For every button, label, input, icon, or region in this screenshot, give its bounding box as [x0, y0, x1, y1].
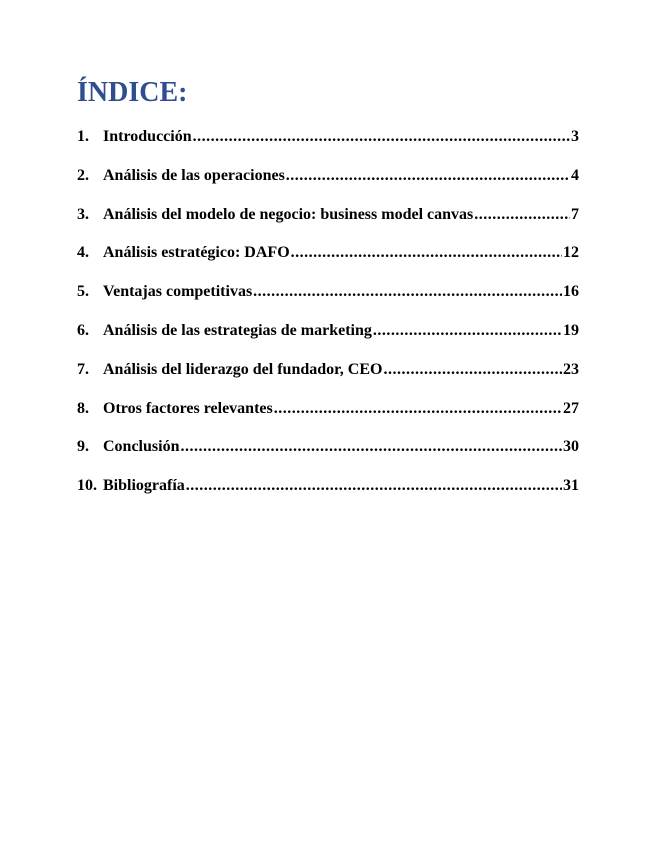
- toc-entry-title: Análisis de las operaciones: [103, 166, 285, 184]
- toc-entry-number: 5.: [77, 283, 89, 301]
- toc-entry-page: 12: [563, 244, 579, 262]
- toc-dot-leader: [180, 438, 562, 456]
- toc-entry[interactable]: [77, 198, 579, 237]
- toc-entry-title: Bibliografía: [103, 477, 185, 495]
- toc-entry-page: 4: [571, 166, 579, 184]
- toc-entry-number: 10.: [77, 477, 97, 495]
- toc-entry-title: Análisis de las estrategias de marketing: [103, 321, 372, 339]
- toc-entry-page: 30: [563, 438, 579, 456]
- toc-entry-title: Análisis estratégico: DAFO: [103, 244, 290, 262]
- toc-dot-leader: [291, 244, 562, 262]
- toc-entry-page: 3: [571, 128, 579, 145]
- toc-entry-number: 1.: [77, 128, 89, 145]
- toc-dot-leader: [193, 128, 570, 146]
- toc-dot-leader: [253, 283, 562, 301]
- toc-dot-leader: [186, 477, 562, 495]
- toc-entry[interactable]: [77, 469, 579, 508]
- toc-entry-page: 31: [563, 477, 579, 495]
- toc-dot-leader: [474, 206, 570, 224]
- toc-entry[interactable]: [77, 392, 579, 431]
- toc-entry-number: 7.: [77, 360, 89, 378]
- toc-entry-number: 4.: [77, 244, 89, 262]
- toc-entry[interactable]: [77, 159, 579, 198]
- toc-entry-number: 8.: [77, 399, 89, 417]
- toc-entry-page: 19: [563, 321, 579, 339]
- toc-entry-title: Conclusión: [103, 438, 180, 456]
- toc-entry-title: Análisis del modelo de negocio: business model canvas: [103, 205, 474, 223]
- toc-entry-number: 3.: [77, 205, 89, 223]
- toc-entry[interactable]: [77, 120, 579, 159]
- toc-entry-page: 7: [571, 205, 579, 223]
- toc-dot-leader: [286, 167, 570, 185]
- toc-list: [77, 120, 579, 508]
- toc-entry[interactable]: [77, 236, 579, 275]
- toc-dot-leader: [274, 400, 562, 418]
- toc-entry-page: 16: [563, 283, 579, 301]
- toc-entry-title: Otros factores relevantes: [103, 399, 273, 417]
- toc-dot-leader: [383, 361, 562, 379]
- toc-heading: ÍNDICE:: [77, 77, 188, 108]
- toc-entry-title: Introducción: [103, 128, 192, 145]
- toc-entry-number: 6.: [77, 321, 89, 339]
- toc-entry-page: 23: [563, 360, 579, 378]
- toc-entry[interactable]: [77, 353, 579, 392]
- toc-entry-number: 9.: [77, 438, 89, 456]
- toc-entry[interactable]: [77, 430, 579, 469]
- toc-entry[interactable]: [77, 314, 579, 353]
- toc-dot-leader: [373, 322, 562, 340]
- toc-entry[interactable]: [77, 275, 579, 314]
- toc-entry-title: Ventajas competitivas: [103, 283, 253, 301]
- toc-entry-title: Análisis del liderazgo del fundador, CEO: [103, 360, 383, 378]
- toc-entry-page: 27: [563, 399, 579, 417]
- toc-entry-number: 2.: [77, 166, 89, 184]
